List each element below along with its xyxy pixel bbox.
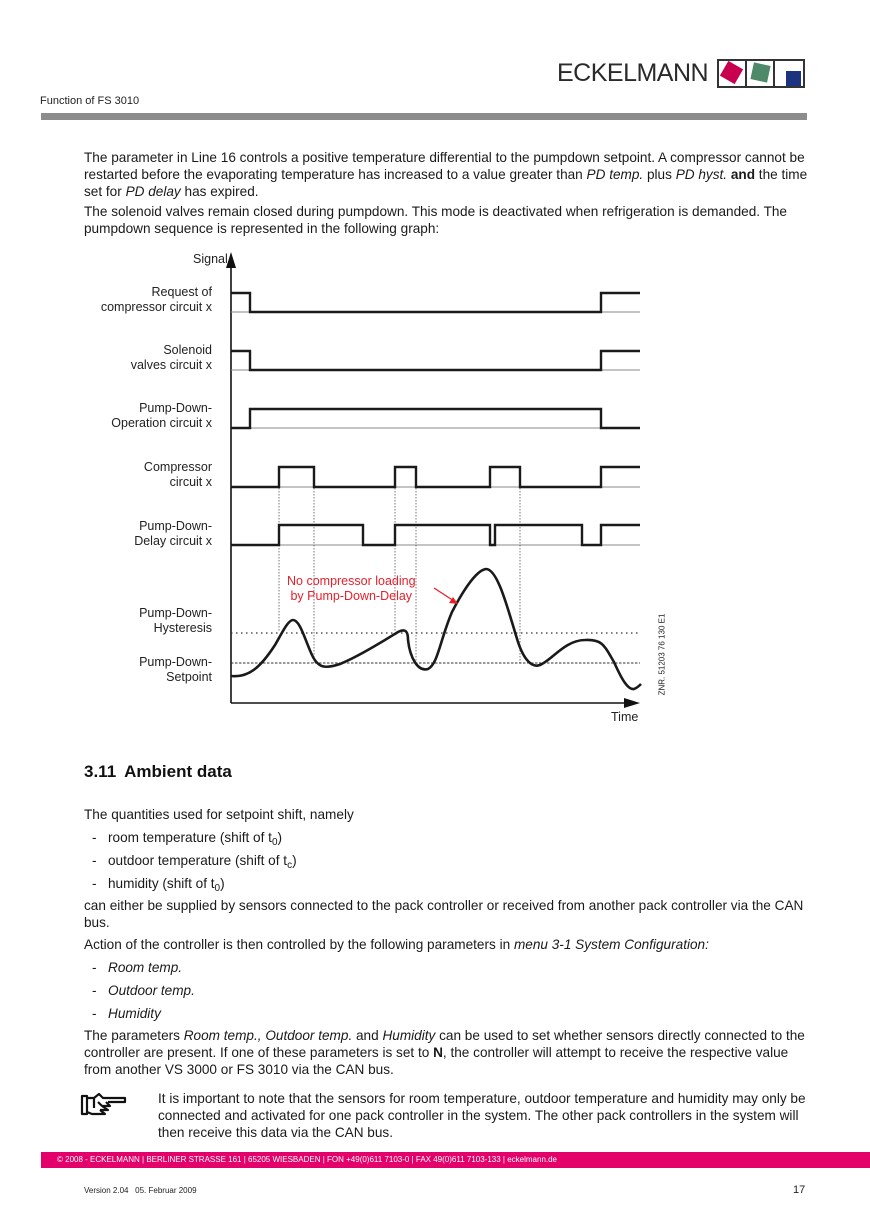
x-axis-label: Time [611,710,639,724]
drawing-number: ZNR. 51203 76 130 E1 [657,613,667,696]
signal-label-request: Request of compressor circuit x [100,285,212,314]
ambient-supply-paragraph: can either be supplied by sensors connected to the pack controller or received from another pack controller via the CAN bus. [84,898,804,930]
list-item: - humidity (shift of $t_0$) [92,876,225,894]
ambient-action-paragraph: Action of the controller is then controlled by the following parameters in menu 3-1 System Configuration: [84,937,709,952]
list-item: - outdoor temperature (shift of $t_c$) [92,853,297,871]
list-item: - Outdoor temp. [92,983,195,998]
signal-label-solenoid: Solenoid valves circuit x [130,343,212,372]
threshold-label-hysteresis: Pump-Down- Hysteresis [139,606,212,635]
running-header: Function of FS 3010 [40,95,140,107]
annotation-no-compressor-loading: No compressor loading by Pump-Down-Delay [287,574,416,603]
signal-label-pumpdown-operation: Pump-Down- Operation circuit x [111,401,212,430]
pointing-hand-icon [80,1092,130,1118]
threshold-label-setpoint: Pump-Down- Setpoint [139,655,212,684]
signal-label-pumpdown-delay: Pump-Down- Delay circuit x [134,519,212,548]
footer-company-bar: © 2008 - ECKELMANN | BERLINER STRASSE 161 | 65205 WIESBADEN | FON +49(0)611 7103-0 | FAX 49(0)611 7103-133 | eckelmann.de [41,1152,870,1168]
pumpdown-timing-diagram [0,245,870,755]
header-divider [41,113,807,120]
signal-label-compressor: Compressor circuit x [143,460,212,489]
list-item: - room temperature (shift of $t_0$) [92,830,283,848]
ambient-lead: The quantities used for setpoint shift, namely [84,807,354,822]
page-number: 17 [793,1184,806,1196]
brand-name: ECKELMANN [557,58,709,87]
note-text: It is important to note that the sensors for room temperature, outdoor temperature and humidity may only be connected and activated for one pack controller in the system. The other pack controllers in the system will then receive this data via the CAN bus. [158,1091,806,1140]
intro-paragraph-1: The parameter in Line 16 controls a positive temperature differential to the pumpdown setpoint. A compressor cannot be restarted before the evaporating temperature has increased to a value greater than PD temp. plus PD hyst. and the time set for PD delay has expired. [84,150,808,199]
timing-diagram-graphic [0,245,870,755]
list-item: - Room temp. [92,960,183,975]
intro-paragraph-2: The solenoid valves remain closed during pumpdown. This mode is deactivated when refrigeration is demanded. The pumpdown sequence is represented in the following graph: [84,204,787,236]
logo-squares-icon [717,59,805,88]
y-axis-label: Signal [193,252,228,266]
eckelmann-logo [557,57,805,89]
section-heading: 3.11 Ambient data [84,762,232,781]
ambient-params-paragraph: The parameters Room temp., Outdoor temp. and Humidity can be used to set whether sensors directly connected to the controller are present. If one of these parameters is set to N, the controller will attempt to receive the respective value from another VS 3000 or FS 3010 via the CAN bus. [84,1028,805,1077]
footer-version: Version 2.04 05. Februar 2009 [84,1186,197,1195]
list-item: - Humidity [92,1006,161,1021]
